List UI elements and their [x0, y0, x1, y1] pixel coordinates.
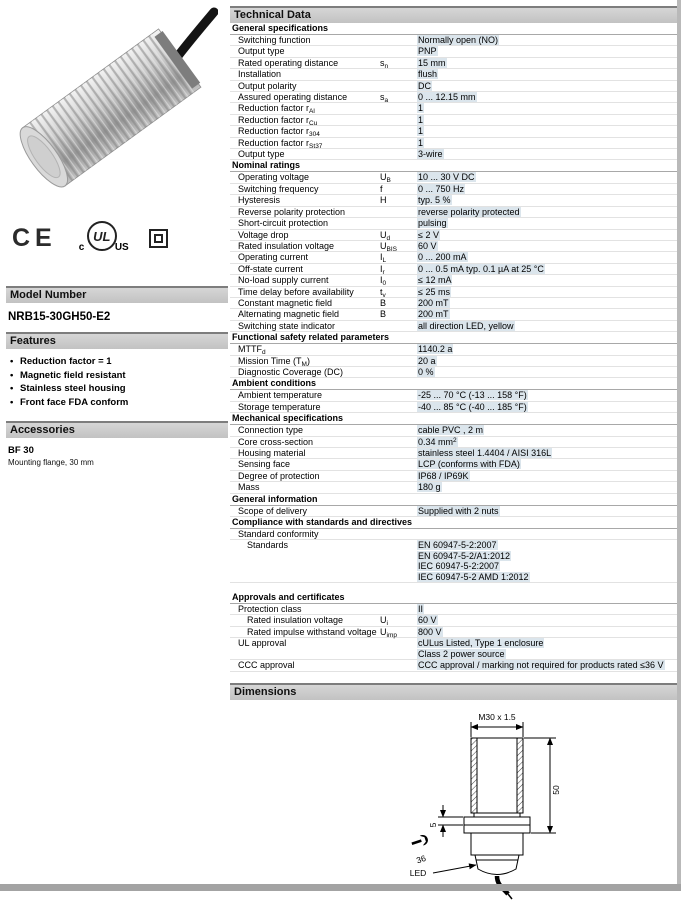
spec-value [417, 149, 677, 159]
spec-row [230, 230, 677, 241]
spec-value-text: ≤ 25 ms [418, 286, 450, 297]
spec-label: Rated operating distance [238, 57, 339, 68]
spec-section-title: General specifications [230, 23, 677, 35]
spec-row [230, 184, 677, 195]
spec-section-title: Compliance with standards and directives [230, 517, 677, 529]
spec-row [230, 604, 677, 615]
spec-row [230, 69, 677, 80]
spec-row [230, 46, 677, 57]
ce-mark-icon: CE [12, 223, 57, 252]
spec-row [230, 287, 677, 298]
spec-value [417, 92, 677, 102]
spec-value-text: ≤ 12 mA [418, 275, 452, 286]
spec-value-text: 1140.2 a [418, 344, 453, 355]
spec-value [417, 482, 677, 492]
dimension-drawing [230, 700, 677, 910]
spec-value-text: 60 V [418, 615, 437, 626]
certification-marks [12, 218, 228, 258]
spec-value-text: 0 ... 12.15 mm [418, 92, 476, 103]
spec-label: Output polarity [238, 80, 297, 91]
spec-value-text: 180 g [418, 482, 441, 493]
spec-section-title: Ambient conditions [230, 378, 677, 390]
spec-value [417, 252, 677, 262]
spec-section [230, 23, 677, 160]
spec-value-text: 10 ... 30 V DC [418, 172, 475, 183]
spec-value [417, 46, 677, 56]
spec-section [230, 332, 677, 378]
spec-value [417, 218, 677, 228]
spec-value-text: 800 V [418, 626, 442, 637]
spec-value [417, 425, 677, 435]
spec-value-text: Supplied with 2 nuts [418, 505, 499, 516]
spec-row [230, 402, 677, 413]
spec-label: Core cross-section [238, 436, 314, 447]
spec-row [230, 298, 677, 309]
spec-row [230, 241, 677, 252]
spec-value [417, 172, 677, 182]
page-edge-bottom [0, 884, 681, 891]
spec-value-text: LCP (conforms with FDA) [418, 459, 520, 470]
spec-symbol: B [380, 309, 387, 320]
spec-label: Connection type [238, 425, 304, 436]
spec-value-text: 1 [418, 103, 424, 114]
dimensions-header: Dimensions [230, 683, 677, 700]
spec-value-text: EN 60947-5-2:2007 [418, 540, 497, 551]
spec-symbol: $I_r$ [380, 263, 385, 276]
spec-row [230, 459, 677, 470]
spec-value-text: DC [418, 80, 431, 91]
spec-label: Reduction factor $r_{Al}$ [238, 103, 315, 116]
spec-value-text: 0.34 $mm^2$ [418, 436, 457, 447]
spec-label: No-load supply current [238, 275, 329, 286]
spec-label: Sensing face [238, 459, 291, 470]
spec-value [417, 309, 677, 319]
spec-label: Hysteresis [238, 195, 281, 206]
spec-value-text: II [418, 604, 424, 615]
features-list [6, 349, 228, 413]
feature-item: • Stainless steel housing [10, 382, 228, 396]
spec-label: Installation [238, 69, 282, 80]
spec-row [230, 425, 677, 436]
spec-row [230, 195, 677, 206]
spec-value-text: 1 [418, 137, 424, 148]
spec-row [230, 615, 677, 626]
spec-label: Ambient temperature [238, 390, 323, 401]
spec-value-text: Normally open (NO) [418, 35, 499, 45]
spec-label: Rated insulation voltage [238, 240, 335, 251]
spec-row [230, 149, 677, 160]
spec-value [417, 69, 677, 79]
spec-label: Operating current [238, 252, 309, 263]
spec-value-text: PNP [418, 46, 437, 57]
spec-label: Reduction factor $r_{304}$ [238, 126, 320, 139]
spec-value-text: stainless steel 1.4404 / AISI 316L [418, 448, 552, 458]
spec-value [417, 126, 677, 136]
spec-row [230, 482, 677, 493]
spec-value [417, 437, 677, 447]
spec-value [417, 390, 677, 400]
spec-label: Standard conformity [238, 529, 319, 540]
ul-circle: UL [87, 221, 117, 251]
spec-value [417, 540, 677, 582]
spec-value-text: -40 ... 85 °C (-40 ... 185 °F) [418, 401, 527, 412]
sensor-nut-2 [464, 825, 530, 833]
spec-row [230, 627, 677, 638]
spec-value [417, 138, 677, 148]
spec-label: Reduction factor $r_{Cu}$ [238, 114, 318, 127]
spec-value [417, 264, 677, 274]
spec-value-text: IEC 60947-5-2:2007 [418, 561, 500, 572]
spec-label: Assured operating distance [238, 92, 348, 103]
spec-section [230, 160, 677, 332]
spec-section [230, 413, 677, 493]
spec-row [230, 252, 677, 263]
spec-value [417, 471, 677, 481]
spec-symbol: $I_0$ [380, 275, 387, 288]
spec-row [230, 321, 677, 332]
spec-row [230, 58, 677, 69]
right-column [230, 6, 677, 910]
spec-label: Rated insulation voltage [247, 615, 344, 626]
spec-value [417, 459, 677, 469]
spec-row [230, 103, 677, 114]
spec-symbol: H [380, 195, 387, 206]
spec-row [230, 172, 677, 183]
spec-value-text: 3-wire [418, 149, 443, 160]
spec-label: Mission Time $(T_M)$ [238, 355, 310, 368]
spec-value [417, 230, 677, 240]
spec-value [417, 275, 677, 285]
spec-value-text: 1 [418, 126, 424, 137]
spec-label: Housing material [238, 448, 306, 458]
spec-row [230, 81, 677, 92]
spec-value [417, 448, 677, 458]
spec-value-text: 0 ... 0.5 mA typ. 0.1 µA at 25 °C [418, 263, 544, 274]
spec-row [230, 506, 677, 517]
spec-section [230, 517, 677, 583]
spec-value [417, 402, 677, 412]
spec-label: Switching function [238, 35, 311, 45]
spec-row [230, 218, 677, 229]
spec-value-text: 200 mT [418, 297, 449, 308]
spec-row [230, 275, 677, 286]
spec-value [417, 506, 677, 516]
spec-row [230, 309, 677, 320]
spec-section [230, 494, 677, 517]
accessory-description: Mounting flange, 30 mm [8, 458, 94, 467]
sensor-nut-1 [464, 817, 530, 825]
spec-value [417, 298, 677, 308]
spec-value [417, 604, 677, 614]
technical-data-header: Technical Data [230, 6, 677, 23]
spec-value-text: 20 a [418, 355, 436, 366]
spec-value [417, 287, 677, 297]
spec-value [417, 356, 677, 366]
spec-label: Degree of protection [238, 470, 320, 481]
spec-value [417, 184, 677, 194]
spec-symbol: $U_i$ [380, 615, 388, 628]
spec-label: CCC approval [238, 660, 295, 671]
spec-value [417, 115, 677, 125]
spec-row [230, 344, 677, 355]
technical-data-table [230, 23, 677, 672]
spec-value-text: -25 ... 70 °C (-13 ... 158 °F) [418, 390, 527, 401]
spec-value-text: typ. 5 % [418, 195, 451, 206]
spec-row [230, 115, 677, 126]
spec-symbol: $I_L$ [380, 252, 387, 265]
wrench-size-label: 36 [415, 852, 428, 865]
spec-symbol: $t_v$ [380, 286, 386, 299]
model-number-header: Model Number [6, 286, 228, 303]
spec-label: Mass [238, 482, 260, 493]
spec-symbol: f [380, 183, 383, 194]
spec-value-text: 200 mT [418, 309, 449, 320]
spec-value [417, 103, 677, 113]
wrench-icon [410, 833, 429, 848]
spec-value [417, 58, 677, 68]
spec-value [417, 367, 677, 377]
spec-label: Constant magnetic field [238, 297, 333, 308]
spec-label: Reduction factor $r_{St37}$ [238, 137, 323, 150]
spec-row [230, 138, 677, 149]
spec-label: Short-circuit protection [238, 218, 329, 229]
spec-value [417, 207, 677, 217]
spec-label: Off-state current [238, 263, 303, 274]
spec-symbol: $U_{BIS}$ [380, 240, 397, 253]
spec-row [230, 471, 677, 482]
spec-label: Switching frequency [238, 183, 319, 194]
spec-symbol: $U_d$ [380, 229, 391, 242]
spec-value [417, 627, 677, 637]
spec-value-text: ≤ 2 V [418, 229, 439, 240]
spec-value-text: all direction LED, yellow [418, 320, 514, 331]
spec-section [230, 378, 677, 413]
ul-us-label: US [114, 242, 129, 253]
spec-value-text: CCC approval / marking not required for products rated ≤36 V [418, 660, 664, 671]
spec-label: Diagnostic Coverage (DC) [238, 366, 344, 377]
spec-value [417, 35, 677, 45]
spec-row [230, 92, 677, 103]
product-photo [6, 6, 218, 204]
spec-row [230, 660, 677, 671]
spec-label: Protection class [238, 604, 302, 615]
spec-value-text: 15 mm [418, 57, 446, 68]
spec-label: Standards [247, 540, 289, 551]
protection-class-2-icon [149, 229, 168, 248]
spec-label: Voltage drop [238, 229, 289, 240]
features-header: Features [6, 332, 228, 349]
spec-label: Time delay before availability [238, 286, 354, 297]
ul-c-label: c [78, 242, 85, 253]
spec-label: UL approval [238, 638, 287, 649]
spec-label: Switching state indicator [238, 320, 336, 331]
product-photo-image [6, 6, 218, 204]
spec-value-text: EN 60947-5-2/A1:2012 [418, 550, 511, 561]
spec-value-text: IP68 / IP69K [418, 470, 469, 481]
spec-section-title: Approvals and certificates [230, 592, 677, 604]
page-edge-right [677, 0, 681, 891]
accessory-name: BF 30 [8, 445, 34, 456]
spec-value-text: IEC 60947-5-2 AMD 1:2012 [418, 571, 529, 582]
nut-dimension-label: 5 [428, 822, 438, 827]
spec-value [417, 660, 677, 670]
led-label: LED [409, 867, 427, 878]
spec-row [230, 356, 677, 367]
spec-value-text: 0 ... 200 mA [418, 252, 467, 263]
accessories-header: Accessories [6, 421, 228, 438]
spec-row [230, 638, 677, 660]
spec-row [230, 390, 677, 401]
spec-value-text: pulsing [418, 218, 447, 229]
model-number-value: NRB15-30GH50-E2 [8, 311, 111, 323]
spec-row [230, 35, 677, 46]
spec-value-text: Class 2 power source [418, 648, 505, 659]
spec-label: Scope of delivery [238, 505, 308, 516]
spec-label: Output type [238, 46, 285, 57]
feature-item: • Front face FDA conform [10, 396, 228, 410]
spec-row [230, 367, 677, 378]
spec-label: Rated impulse withstand voltage [247, 626, 377, 637]
spec-label: Reverse polarity protection [238, 206, 346, 217]
spec-section-title: Functional safety related parameters [230, 332, 677, 344]
sensor-cable [178, 12, 214, 56]
spec-label: Output type [238, 149, 285, 160]
spec-row [230, 540, 677, 583]
spec-value [417, 615, 677, 625]
length-dimension-label: 50 [551, 784, 561, 795]
spec-section-title: General information [230, 494, 677, 506]
spec-value-text: 0 % [418, 366, 434, 377]
spec-value-text: 0 ... 750 Hz [418, 183, 465, 194]
spec-row [230, 437, 677, 448]
spec-row [230, 529, 677, 540]
spec-value [417, 344, 677, 354]
spec-symbol: $U_{imp}$ [380, 626, 397, 639]
spec-row [230, 448, 677, 459]
spec-value-text: cULus Listed, Type 1 enclosure [418, 638, 544, 649]
spec-value [417, 321, 677, 331]
spec-value-text: cable PVC , 2 m [418, 425, 484, 436]
spec-label: Operating voltage [238, 172, 310, 183]
spec-row [230, 264, 677, 275]
spec-label: Alternating magnetic field [238, 309, 340, 320]
feature-item: • Reduction factor = 1 [10, 355, 228, 369]
spec-value [417, 638, 677, 659]
spec-symbol: $s_a$ [380, 92, 389, 105]
spec-section-title: Mechanical specifications [230, 413, 677, 425]
spec-value-text: flush [418, 69, 438, 80]
spec-value [417, 195, 677, 205]
spec-value-text: 60 V [418, 240, 437, 251]
thread-size-label: M30 x 1.5 [478, 711, 516, 722]
spec-value [417, 81, 677, 91]
spec-value-text: 1 [418, 114, 424, 125]
spec-value [417, 241, 677, 251]
spec-row [230, 126, 677, 137]
spec-symbol: $s_n$ [380, 57, 389, 70]
spec-symbol: B [380, 297, 387, 308]
cul-us-mark-icon [78, 221, 129, 255]
spec-section [230, 592, 677, 671]
spec-symbol: $U_B$ [380, 172, 391, 185]
spec-label: Storage temperature [238, 401, 321, 412]
spec-label: $MTTF_d$ [238, 344, 266, 357]
sensor-front-cap [475, 855, 519, 875]
spec-row [230, 207, 677, 218]
spec-section-title: Nominal ratings [230, 160, 677, 172]
spec-value-text: reverse polarity protected [418, 206, 520, 217]
left-column [6, 6, 228, 467]
feature-item: • Magnetic field resistant [10, 369, 228, 383]
protection-class-2-inner [154, 234, 163, 243]
sensor-thread-outline [471, 738, 523, 813]
